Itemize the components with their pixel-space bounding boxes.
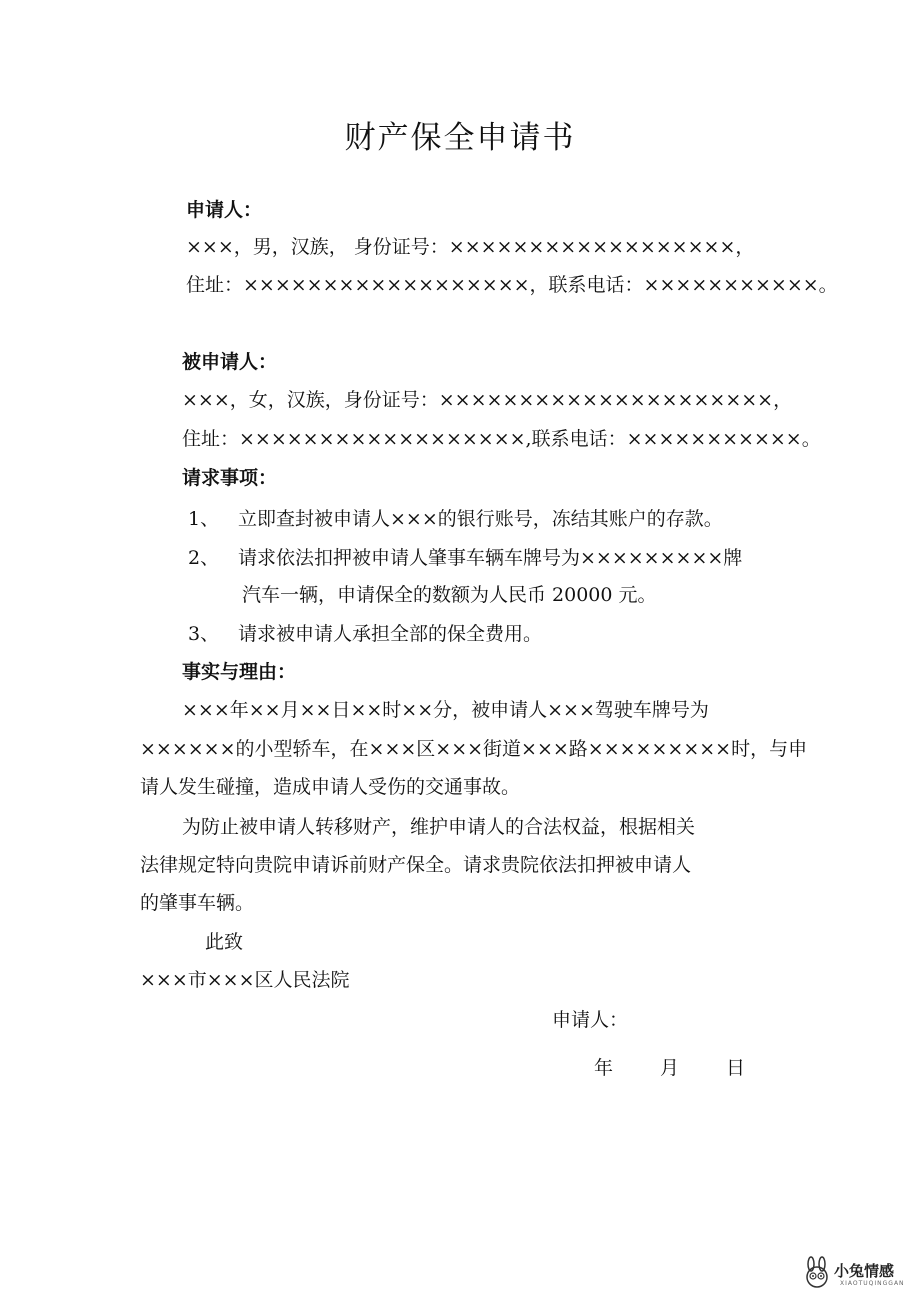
facts-p2-line-2: 法律规定特向贵院申请诉前财产保全。请求贵院依法扣押被申请人 <box>140 854 692 876</box>
watermark-logo <box>800 1254 910 1294</box>
date-day: 日 <box>726 1057 746 1079</box>
requests-heading: 请求事项： <box>182 467 278 489</box>
request-2-continuation: 汽车一辆，申请保全的数额为人民币 20000 元。 <box>242 584 657 606</box>
applicant-line-1: ×××，男，汉族， 身份证号：××××××××××××××××××， <box>186 236 755 258</box>
request-3-number: 3、 <box>188 623 220 645</box>
signer-label: 申请人： <box>552 1009 629 1031</box>
respondent-line-1: ×××，女，汉族，身份证号：×××××××××××××××××××××， <box>182 389 793 411</box>
court-name: ×××市×××区人民法院 <box>140 969 350 991</box>
rabbit-icon <box>800 1256 834 1290</box>
request-3-text: 请求被申请人承担全部的保全费用。 <box>238 623 543 645</box>
date-year: 年 <box>594 1057 614 1079</box>
facts-p1-line-1: ×××年××月××日××时××分，被申请人×××驾驶车牌号为 <box>182 699 709 721</box>
facts-p1-line-3: 请人发生碰撞，造成申请人受伤的交通事故。 <box>140 776 521 798</box>
closing-salute: 此致 <box>205 931 244 953</box>
facts-p2-line-1: 为防止被申请人转移财产，维护申请人的合法权益，根据相关 <box>182 816 696 838</box>
request-1-number: 1、 <box>188 508 220 530</box>
date-month: 月 <box>660 1057 680 1079</box>
facts-heading: 事实与理由： <box>182 661 297 683</box>
watermark-text: 小兔情感 <box>834 1262 895 1280</box>
applicant-line-2: 住址：××××××××××××××××××，联系电话：×××××××××××。 <box>186 274 838 296</box>
respondent-heading: 被申请人： <box>182 351 278 373</box>
request-2-number: 2、 <box>188 547 220 569</box>
watermark-subtext: XIAOTUQINGGAN <box>840 1280 905 1287</box>
facts-p1-line-2: ××××××的小型轿车，在×××区×××街道×××路×××××××××时，与申 <box>140 738 808 760</box>
page-title: 财产保全申请书 <box>344 120 576 156</box>
request-2-text: 请求依法扣押被申请人肇事车辆车牌号为×××××××××牌 <box>238 547 743 569</box>
request-1-text: 立即查封被申请人×××的银行账号，冻结其账户的存款。 <box>238 508 723 530</box>
facts-p2-line-3: 的肇事车辆。 <box>140 892 255 914</box>
respondent-line-2: 住址：××××××××××××××××××,联系电话：×××××××××××。 <box>182 428 821 450</box>
applicant-heading: 申请人： <box>186 199 263 221</box>
